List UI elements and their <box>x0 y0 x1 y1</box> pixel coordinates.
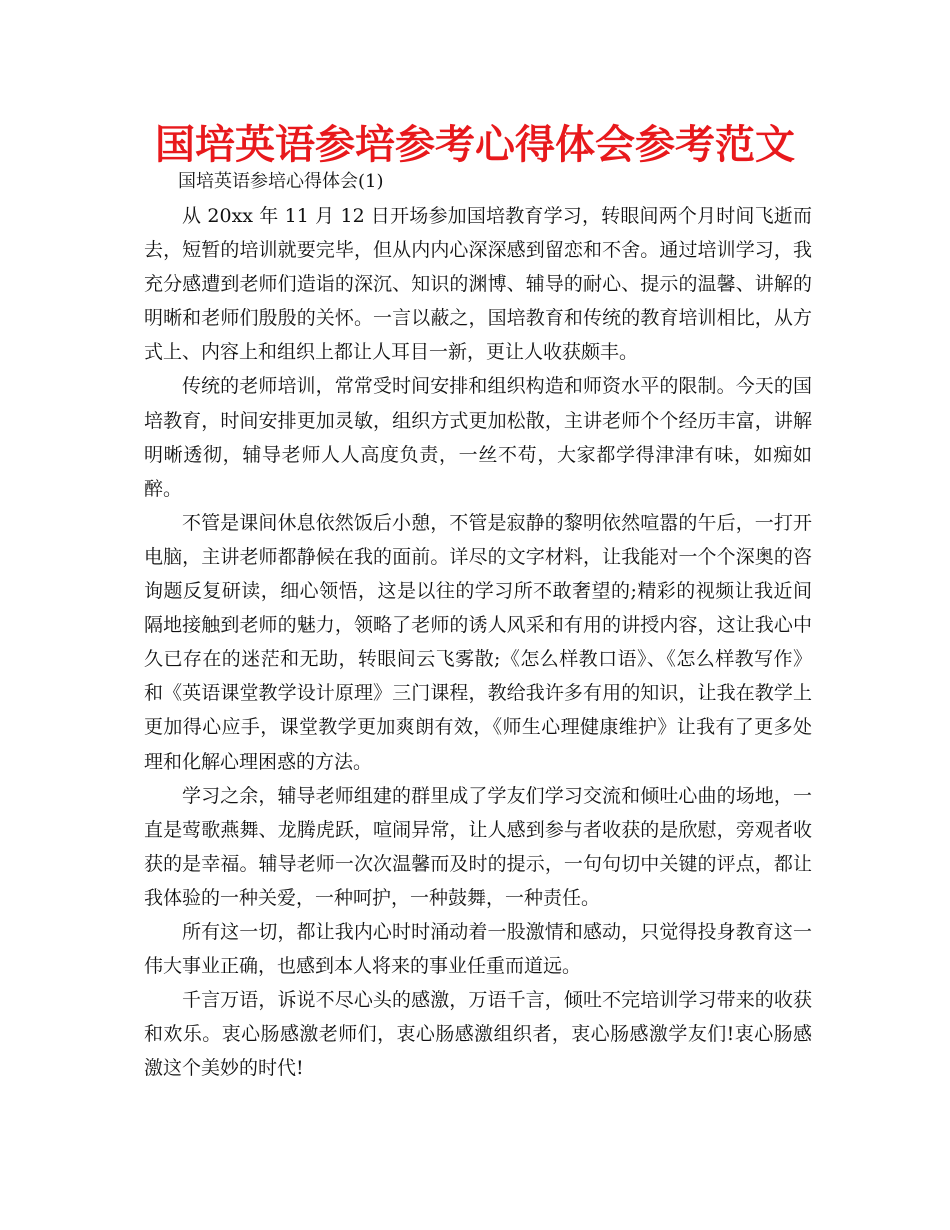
document-subtitle: 国培英语参培心得体会(1) <box>178 171 384 192</box>
paragraph: 从 20xx 年 11 月 12 日开场参加国培教育学习，转眼间两个月时间飞逝而去，短暂的培训就要完毕，但从内内心深深感到留恋和不舍。通过培训学习，我充分感遭到老师们造诣的深沉、知识的渊博、辅导的耐心、提示的温馨、讲解的明晰和老师们殷殷的关怀。一言以蔽之，国培教育和传统的教育培训相比，从方式上、内容上和组织上都让人耳目一新，更让人收获颇丰。 <box>144 205 812 364</box>
document-body <box>144 199 812 1085</box>
paragraph: 千言万语，诉说不尽心头的感激，万语千言，倾吐不完培训学习带来的收获和欢乐。衷心肠感激老师们，衷心肠感激组织者，衷心肠感激学友们!衷心肠感激这个美妙的时代! <box>144 989 812 1080</box>
paragraph: 所有这一切，都让我内心时时涌动着一股激情和感动，只觉得投身教育这一伟大事业正确，也感到本人将来的事业任重而道远。 <box>144 920 812 978</box>
paragraph: 不管是课间休息依然饭后小憩，不管是寂静的黎明依然喧嚣的午后，一打开电脑，主讲老师都静候在我的面前。详尽的文字材料，让我能对一个个深奥的咨询题反复研读，细心领悟，这是以往的学习所不敢奢望的;精彩的视频让我近间隔地接触到老师的魅力，领略了老师的诱人风采和有用的讲授内容，这让我心中久已存在的迷茫和无助，转眼间云飞雾散;《怎么样教口语》、《怎么样教写作》和《英语课堂教学设计原理》三门课程，教给我许多有用的知识，让我在教学上更加得心应手，课堂教学更加爽朗有效，《师生心理健康维护》让我有了更多处理和化解心理困惑的方法。 <box>144 511 812 773</box>
document-title: 国培英语参培参考心得体会参考范文 <box>155 121 795 168</box>
paragraph: 传统的老师培训，常常受时间安排和组织构造和师资水平的限制。今天的国培教育，时间安排更加灵敏，组织方式更加松散，主讲老师个个经历丰富，讲解明晰透彻，辅导老师人人高度负责，一丝不苟，大家都学得津津有味，如痴如醉。 <box>144 375 812 500</box>
paragraph: 学习之余，辅导老师组建的群里成了学友们学习交流和倾吐心曲的场地，一直是莺歌燕舞、龙腾虎跃，喧闹异常，让人感到参与者收获的是欣慰，旁观者收获的是幸福。辅导老师一次次温馨而及时的提示，一句句切中关键的评点，都让我体验的一种关爱，一种呵护，一种鼓舞，一种责任。 <box>144 784 812 909</box>
